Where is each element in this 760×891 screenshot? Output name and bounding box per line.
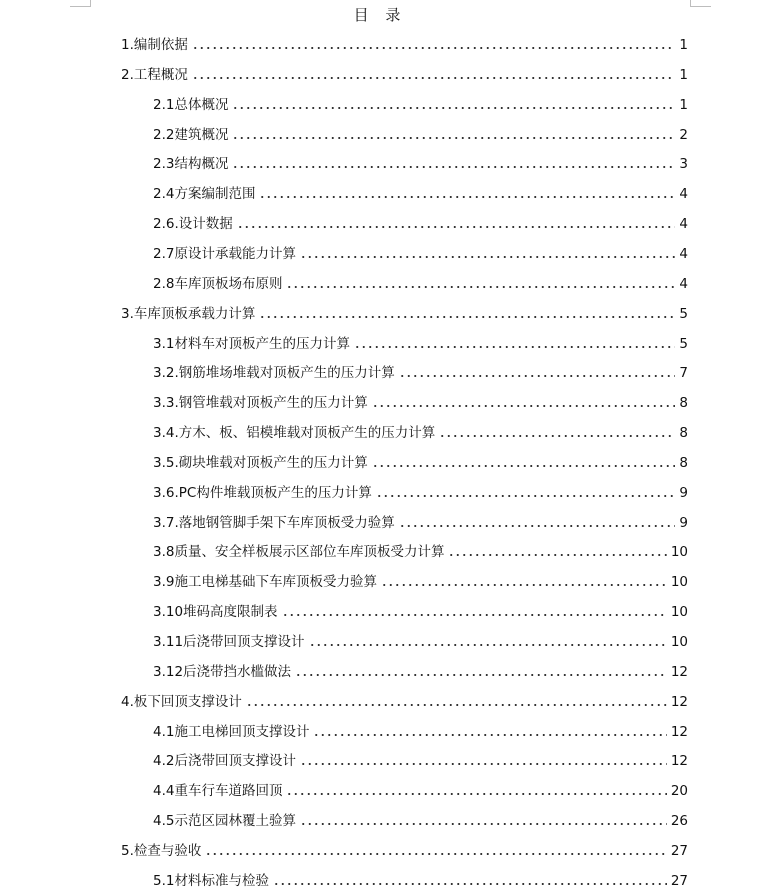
toc-entry-title: 3.12后浇带挡水槛做法 <box>153 663 292 680</box>
toc-entry-title: 2.1总体概况 <box>153 96 229 113</box>
toc-entry-page-number: 3 <box>679 156 688 173</box>
toc-entry-page-number: 7 <box>679 365 688 382</box>
toc-entry[interactable] <box>153 93 688 115</box>
dot-leader <box>295 667 667 677</box>
toc-entry-page-number: 4 <box>679 245 688 262</box>
dot-leader <box>313 727 666 737</box>
dot-leader <box>372 398 676 408</box>
toc-entry[interactable] <box>121 63 688 85</box>
toc-entry[interactable] <box>153 242 688 264</box>
toc-entry[interactable] <box>153 869 688 891</box>
toc-entry-page-number: 1 <box>679 96 688 113</box>
dot-leader <box>205 846 666 856</box>
toc-entry[interactable] <box>121 302 688 324</box>
dot-leader <box>448 547 666 557</box>
toc-entry-title: 3.3.钢管堆载对顶板产生的压力计算 <box>153 395 368 412</box>
toc-entry-page-number: 4 <box>679 216 688 233</box>
toc-entry-page-number: 26 <box>670 813 688 830</box>
toc-entry[interactable] <box>153 212 688 234</box>
toc-entry-page-number: 2 <box>679 126 688 143</box>
dot-leader <box>246 697 667 707</box>
toc-entry[interactable] <box>153 720 688 742</box>
dot-leader <box>232 159 675 169</box>
toc-entry[interactable] <box>153 749 688 771</box>
toc-entry-title: 3.4.方木、板、铝模堆载对顶板产生的压力计算 <box>153 425 436 442</box>
toc-entry-title: 4.1施工电梯回顶支撑设计 <box>153 723 310 740</box>
toc-entry-title: 3.10堆码高度限制表 <box>153 604 278 621</box>
toc-entry[interactable] <box>153 481 688 503</box>
toc-entry-title: 2.工程概况 <box>121 66 188 83</box>
toc-entry-title: 5.检查与验收 <box>121 842 202 859</box>
toc-entry-page-number: 1 <box>679 37 688 53</box>
toc-entry-title: 4.4重车行车道路回顶 <box>153 783 283 800</box>
toc-entry[interactable] <box>153 421 688 443</box>
toc-entry-title: 2.8车库顶板场布原则 <box>153 275 283 292</box>
toc-entry-page-number: 12 <box>670 663 688 680</box>
toc-entry-page-number: 12 <box>670 753 688 770</box>
dot-leader <box>399 368 676 378</box>
toc-entry-page-number: 9 <box>679 514 688 531</box>
dot-leader <box>192 40 676 50</box>
toc-entry-page-number: 4 <box>679 275 688 292</box>
dot-leader <box>259 189 675 199</box>
toc-entry-title: 3.5.砌块堆载对顶板产生的压力计算 <box>153 454 368 471</box>
toc-entry-page-number: 8 <box>679 454 688 471</box>
toc-entry-title: 4.2后浇带回顶支撑设计 <box>153 753 296 770</box>
toc-entry[interactable] <box>153 540 688 562</box>
toc-entry-title: 3.11后浇带回顶支撑设计 <box>153 634 305 650</box>
dot-leader <box>232 130 675 140</box>
toc-entry-page-number: 10 <box>670 544 688 561</box>
toc-entry-title: 3.9施工电梯基础下车库顶板受力验算 <box>153 574 377 591</box>
toc-entry[interactable] <box>153 272 688 294</box>
toc-entry[interactable] <box>153 182 688 204</box>
toc-entry-page-number: 12 <box>670 693 688 710</box>
toc-entry-page-number: 1 <box>679 66 688 83</box>
toc-entry-title: 1.编制依据 <box>121 37 188 53</box>
toc-entry[interactable] <box>121 33 688 55</box>
toc-entry-page-number: 4 <box>679 186 688 203</box>
toc-entry-page-number: 8 <box>679 395 688 412</box>
toc-entry[interactable] <box>153 361 688 383</box>
toc-entry-page-number: 20 <box>670 783 688 800</box>
dot-leader <box>300 756 667 766</box>
toc-entry-page-number: 5 <box>679 335 688 352</box>
dot-leader <box>237 219 676 229</box>
toc-entry[interactable] <box>153 600 688 622</box>
dot-leader <box>282 607 667 617</box>
dot-leader <box>273 876 667 886</box>
dot-leader <box>354 339 675 349</box>
toc-title: 目 录 <box>353 6 407 24</box>
toc-entry[interactable] <box>153 630 688 652</box>
toc-entry-page-number: 10 <box>670 634 688 650</box>
toc-entry-title: 2.3结构概况 <box>153 156 229 173</box>
dot-leader <box>259 309 675 319</box>
toc-entry[interactable] <box>121 690 688 712</box>
dot-leader <box>286 279 675 289</box>
toc-entry-title: 2.4方案编制范围 <box>153 186 256 203</box>
toc-entry[interactable] <box>153 511 688 533</box>
toc-entry-page-number: 10 <box>670 574 688 591</box>
toc-entry-title: 2.2建筑概况 <box>153 126 229 143</box>
toc-entry-page-number: 27 <box>670 842 688 859</box>
dot-leader <box>399 518 676 528</box>
dot-leader <box>232 100 675 110</box>
toc-entry-title: 4.5示范区园林覆土验算 <box>153 813 296 830</box>
toc-entry-page-number: 10 <box>670 604 688 621</box>
toc-entry[interactable] <box>153 391 688 413</box>
dot-leader <box>372 458 676 468</box>
toc-entry-title: 5.1材料标准与检验 <box>153 872 269 889</box>
dot-leader <box>300 816 667 826</box>
toc-entry-page-number: 8 <box>679 425 688 442</box>
toc-entry-page-number: 12 <box>670 723 688 740</box>
toc-entry-page-number: 9 <box>679 484 688 501</box>
toc-entry-title: 3.1材料车对顶板产生的压力计算 <box>153 335 350 352</box>
toc-entry[interactable] <box>153 332 688 354</box>
dot-leader <box>376 488 676 498</box>
toc-entry[interactable] <box>121 839 688 861</box>
dot-leader <box>439 428 675 438</box>
toc-entry[interactable] <box>153 123 688 145</box>
toc-entry[interactable] <box>153 451 688 473</box>
toc-entry-title: 3.车库顶板承载力计算 <box>121 305 256 322</box>
toc-entry-title: 3.8质量、安全样板展示区部位车库顶板受力计算 <box>153 544 445 561</box>
toc-entry-title: 4.板下回顶支撑设计 <box>121 693 242 710</box>
toc-entry[interactable] <box>153 809 688 831</box>
toc-entry-title: 2.7原设计承载能力计算 <box>153 245 296 262</box>
toc-entry-title: 3.2.钢筋堆场堆载对顶板产生的压力计算 <box>153 365 395 382</box>
toc-entry[interactable] <box>153 779 688 801</box>
toc-entry[interactable] <box>153 660 688 682</box>
toc-entry-title: 3.7.落地钢管脚手架下车库顶板受力验算 <box>153 514 395 531</box>
dot-leader <box>381 577 667 587</box>
dot-leader <box>286 786 666 796</box>
toc-entry-page-number: 5 <box>679 305 688 322</box>
dot-leader <box>309 637 667 647</box>
toc-entry-title: 3.6.PC构件堆载顶板产生的压力计算 <box>153 484 372 501</box>
toc-entry-title: 2.6.设计数据 <box>153 216 233 233</box>
toc-entry[interactable] <box>153 570 688 592</box>
dot-leader <box>300 249 675 259</box>
toc-entry[interactable] <box>153 152 688 174</box>
toc-entry-page-number: 27 <box>670 872 688 889</box>
dot-leader <box>192 70 676 80</box>
